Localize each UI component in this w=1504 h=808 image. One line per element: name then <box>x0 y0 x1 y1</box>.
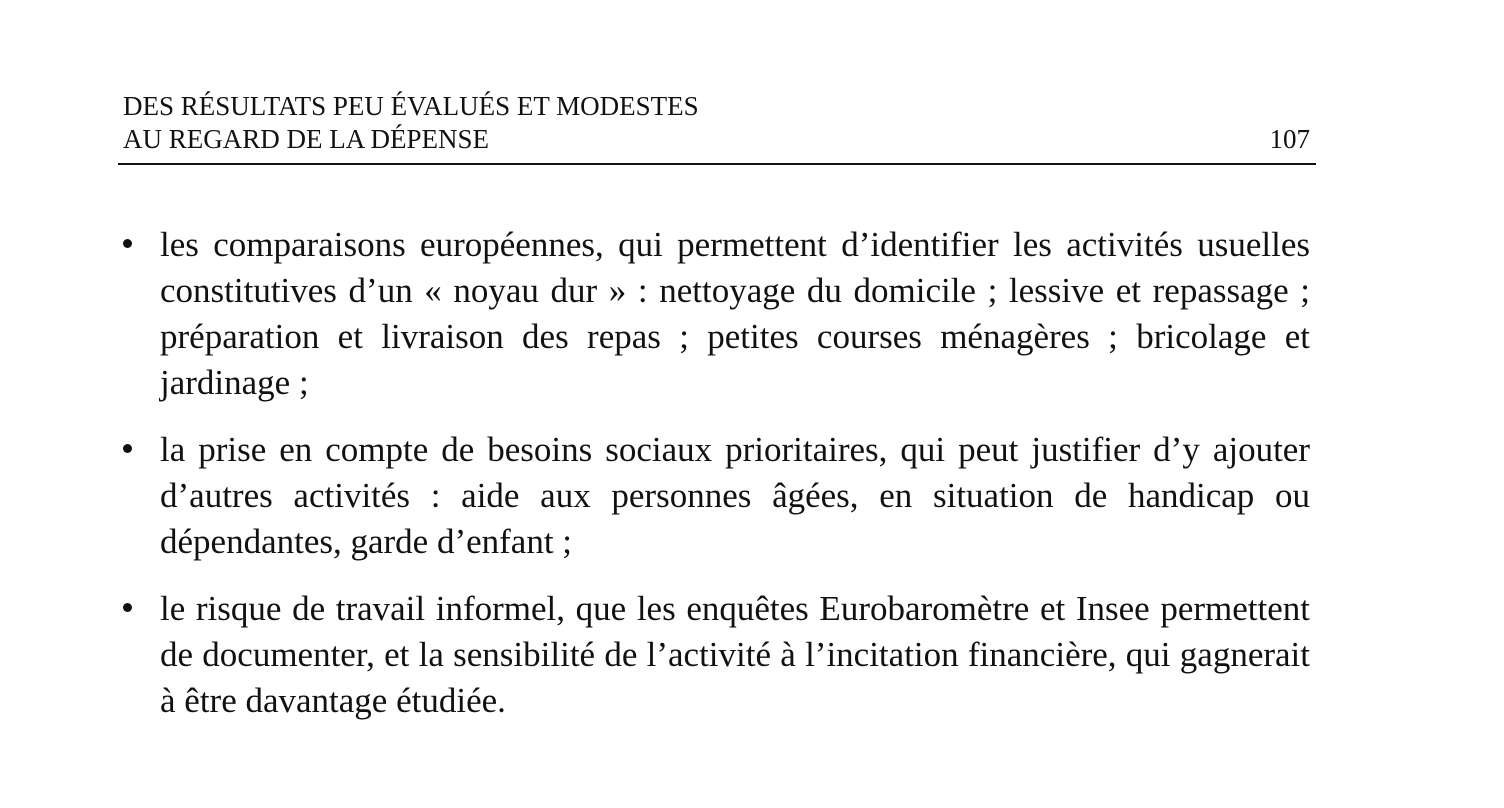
bullet-icon <box>123 444 132 453</box>
header-rule <box>118 163 1316 165</box>
page-number: 107 <box>1269 124 1310 154</box>
running-header <box>123 90 1310 156</box>
bullet-text-1: les comparaisons européennes, qui permettent d’identifier les activités usuelles constitutives d’un « noyau dur » : nettoyage du domicile ; lessive et repassage ; préparation et livraison des repas ; petites courses ménagères ; bricolage et jardinage ; <box>160 225 1310 402</box>
bullet-list <box>123 222 1310 745</box>
header-title-line-2: AU REGARD DE LA DÉPENSE <box>123 124 490 154</box>
header-title-line-1: DES RÉSULTATS PEU ÉVALUÉS ET MODESTES <box>123 91 699 121</box>
running-header-title <box>123 90 1310 156</box>
bullet-text-2: la prise en compte de besoins sociaux prioritaires, qui peut justifier d’y ajouter d’autres activités : aide aux personnes âgées, en situation de handicap ou dépendantes, garde d’enfant ; <box>160 430 1310 561</box>
bullet-icon <box>123 603 132 612</box>
bullet-item-2 <box>123 427 1310 565</box>
bullet-item-3 <box>123 586 1310 724</box>
bullet-text-3: le risque de travail informel, que les enquêtes Eurobaromètre et Insee permettent de documenter, et la sensibilité de l’activité à l’incitation financière, qui gagnerait à être davantage étudiée. <box>160 589 1310 720</box>
bullet-icon <box>123 239 132 248</box>
bullet-item-1 <box>123 222 1310 406</box>
